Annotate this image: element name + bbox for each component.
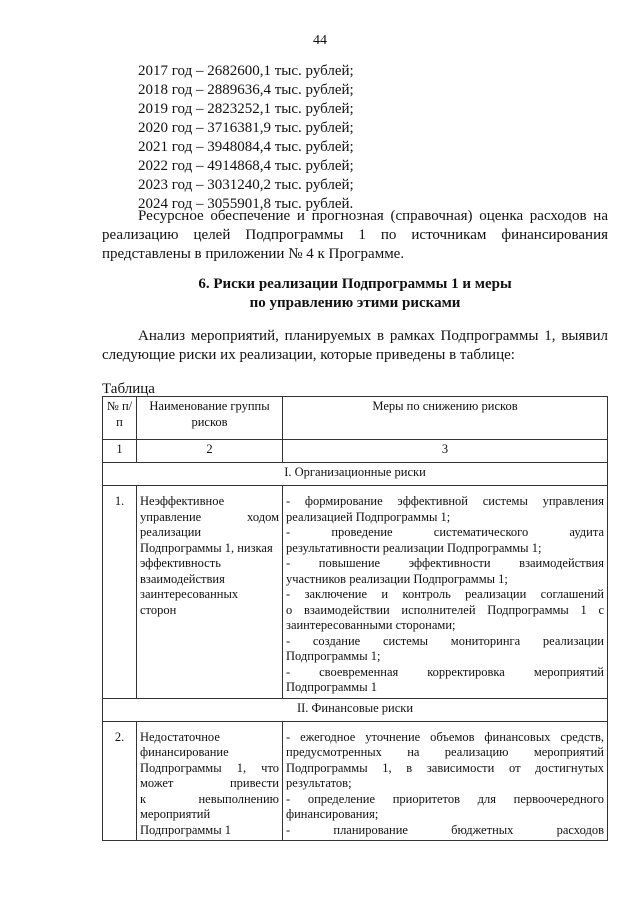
section-label: II. Финансовые риски [103,698,608,721]
section-row-financial [103,698,608,721]
section-label: I. Организационные риски [103,463,608,486]
measure-line: - проведение систематического аудита [286,525,604,539]
risk-group-line: Подпрограммы 1, низкая [140,540,273,555]
table-row [103,486,608,699]
section-title [102,275,608,313]
risk-group-line: сторон [140,602,177,617]
risk-group-line: к невыполнению [140,791,279,806]
risk-group-line: финансирование [140,745,229,759]
risks-table [102,396,608,841]
risk-group-line: мероприятий [140,807,211,821]
measure-line: реализацией Подпрограммы 1; [286,509,451,524]
risk-group-cell [137,721,283,841]
funding-year-line: 2020 год – 3716381,9 тыс. рублей; [138,120,354,136]
measure-line: финансирования; [286,807,379,821]
measure-line: - своевременная корректировка мероприятий [286,664,604,679]
measure-line: - повышение эффективности взаимодействия [286,556,604,570]
risk-group-cell [137,486,283,699]
measure-line: заинтересованными сторонами; [286,618,456,632]
column-number: 3 [283,440,608,463]
funding-year-line: 2018 год – 2889636,4 тыс. рублей; [138,82,354,98]
funding-year-line: 2021 год – 3948084,4 тыс. рублей; [138,139,354,155]
risk-group-line: реализации [140,525,202,539]
row-number: 2. [103,721,137,841]
risk-group-line: может привести [140,776,279,790]
measure-line: - формирование эффективной системы управления [286,494,604,508]
risk-group-line: Подпрограммы 1 [140,822,231,837]
measure-line: - определение приоритетов для первоочередного [286,791,604,806]
section-title-line-1: 6. Риски реализации Подпрограммы 1 и меры [198,276,512,292]
measure-line: - планирование бюджетных расходов [286,822,604,837]
risk-group-line: управление ходом [140,509,279,524]
section-title-line-2: по управлению этими рисками [249,295,461,311]
measures-cell [283,721,608,841]
header-group: Наименование группы рисков [137,397,283,440]
measure-line: Подпрограммы 1, в зависимости от достигнутых [286,760,604,775]
resources-paragraph: Ресурсное обеспечение и прогнозная (справочная) оценка расходов на реализацию целей Подпрограммы 1 по источникам финансирования представлены в приложении № 4 к Программе. [102,208,608,262]
risk-group-line: Неэффективное [140,494,225,508]
measure-line: о взаимодействии исполнителей Подпрограммы 1 с [286,602,604,617]
funding-year-line: 2024 год – 3055901,8 тыс. рублей. [138,196,354,212]
measure-line: Подпрограммы 1; [286,649,381,663]
funding-year-line: 2022 год – 4914868,4 тыс. рублей; [138,158,354,174]
table-caption: Таблица [102,381,155,397]
measure-line: результатов; [286,776,352,790]
table-header-row [103,397,608,440]
column-number: 2 [137,440,283,463]
measure-line: - ежегодное уточнение объемов финансовых средств, [286,729,604,744]
measure-line: участников реализации Подпрограммы 1; [286,571,508,586]
funding-year-line: 2017 год – 2682600,1 тыс. рублей; [138,63,354,79]
risk-group-line: эффективность [140,556,221,570]
row-number: 1. [103,486,137,699]
risk-group-line: Недостаточное [140,729,220,744]
measure-line: Подпрограммы 1 [286,680,377,694]
risk-group-line: заинтересованных [140,587,239,601]
table-row [103,721,608,841]
column-number: 1 [103,440,137,463]
analysis-paragraph: Анализ мероприятий, планируемых в рамках Подпрограммы 1, выявил следующие риски их реализации, которые приведены в таблице: [102,328,608,363]
measures-cell [283,486,608,699]
funding-year-line: 2019 год – 2823252,1 тыс. рублей; [138,101,354,117]
funding-by-year-list [138,62,354,214]
risk-group-line: взаимодействия [140,571,225,586]
header-measures: Меры по снижению рисков [283,397,608,440]
page-number: 44 [313,33,327,48]
header-num: № п/п [103,397,137,440]
funding-year-line: 2023 год – 3031240,2 тыс. рублей; [138,177,354,193]
section-row-organizational [103,463,608,486]
measure-line: - заключение и контроль реализации соглашений [286,587,604,601]
measure-line: предусмотренных на реализацию мероприятий [286,745,604,759]
column-numbers-row [103,440,608,463]
measure-line: результативности реализации Подпрограммы 1; [286,540,542,555]
measure-line: - создание системы мониторинга реализации [286,633,604,648]
risk-group-line: Подпрограммы 1, что [140,760,279,775]
